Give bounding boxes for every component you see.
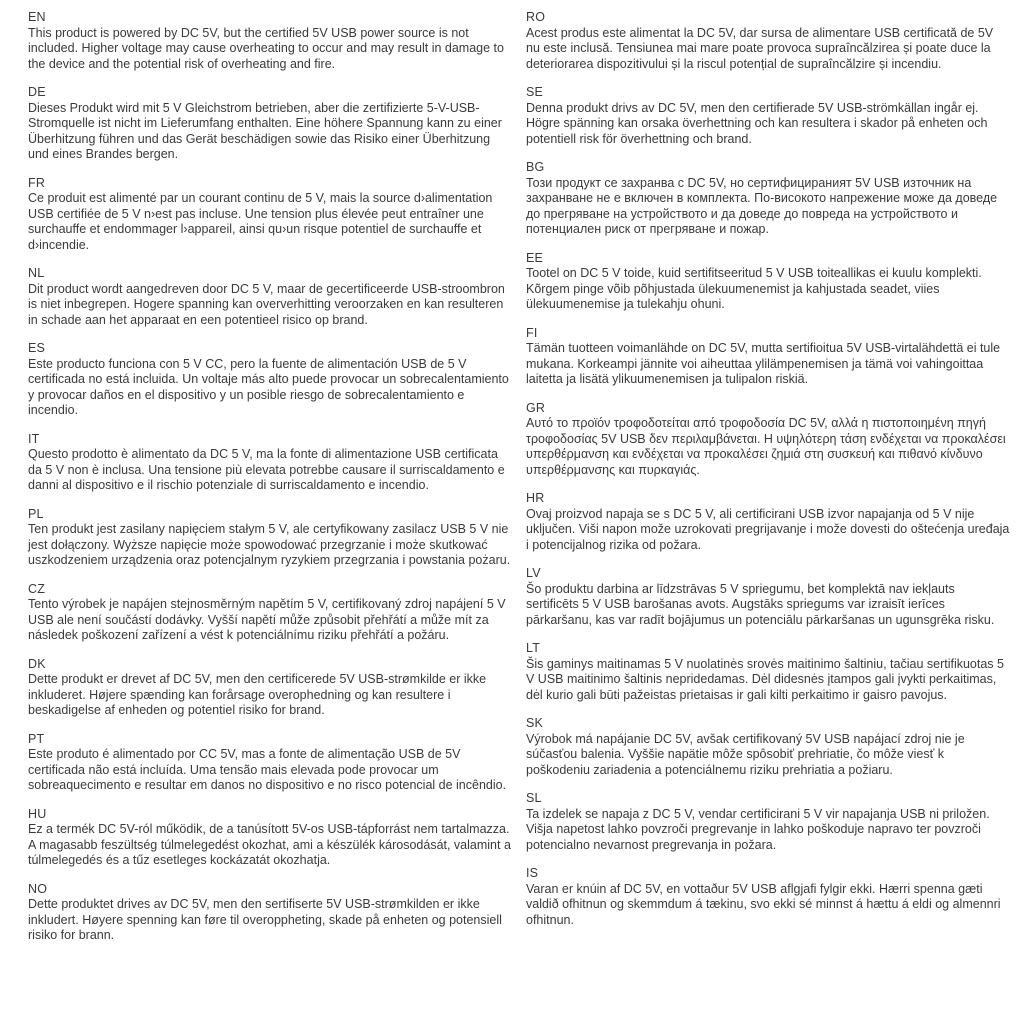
language-text: Šo produktu darbina ar līdzstrāvas 5 V spriegumu, bet komplektā nav iekļauts sertificēts 5 V USB barošanas avots. Augstāks spriegums var izraisīt ierīces pārkaršanu, kas var radīt bojājumus un potenciālu pārkaršanas un ugunsgrēka risku. (526, 581, 995, 627)
language-text: Este producto funciona con 5 V CC, pero la fuente de alimentación USB de 5 V certificada no está incluida. Un voltaje más alto puede provocar un sobrecalentamiento y provocar daños en el dispositivo y un posible riesgo de sobrecalentamiento e incendio. (28, 356, 509, 417)
language-code: SL (526, 791, 542, 805)
language-text: Denna produkt drivs av DC 5V, men den certifierade 5V USB-strömkällan ingår ej. Högre spänning kan orsaka överhettning och kan resultera i skador på enheten och potentiell risk för överhettning och brand. (526, 100, 988, 146)
language-block-is (526, 866, 1010, 928)
language-text: Dieses Produkt wird mit 5 V Gleichstrom betrieben, aber die zertifizierte 5-V-USB-Stromquelle ist nicht im Lieferumfang enthalten. Eine höhere Spannung kann zu einer Überhitzung führen und das Gerät beschädigen sowie das Risiko einer Überhitzung und eines Brandes bergen. (28, 100, 502, 161)
language-block-sk (526, 716, 1010, 778)
language-block-se (526, 85, 1010, 147)
language-block-cz (28, 582, 512, 644)
language-text: This product is powered by DC 5V, but the certified 5V USB power source is not included. Higher voltage may cause overheating to occur and may result in damage to the device and the potential risk of overheating and fire. (28, 25, 504, 71)
language-block-sl (526, 791, 1010, 853)
language-code: IT (28, 431, 40, 446)
language-block-lt (526, 641, 1010, 703)
language-text: Dette produktet drives av DC 5V, men den sertifiserte 5V USB-strømkilden er ikke inkludert. Høyere spenning kan føre til overoppheting, skade på enheten og potensiell risiko for brann. (28, 897, 502, 942)
language-text: Ta izdelek se napaja z DC 5 V, vendar certificirani 5 V vir napajanja USB ni priložen. Višja napetost lahko povzroči pregrevanje in lahko poškoduje napravo ter povzroči potencialno nevarnost pregrevanja in požara. (526, 806, 990, 852)
language-code: LV (526, 566, 541, 580)
language-block-ro (526, 10, 1010, 72)
language-text: Questo prodotto è alimentato da DC 5 V, ma la fonte di alimentazione USB certificata da 5 V non è inclusa. Una tensione più elevata potrebbe causare il surriscaldamento e danni al dispositivo e il rischio potenziale di surriscaldamento e incendio. (28, 447, 505, 492)
language-code: BG (526, 160, 545, 174)
language-code: SK (526, 716, 544, 730)
language-code: HR (526, 491, 545, 505)
language-code: DK (28, 656, 46, 671)
language-text: Ovaj proizvod napaja se s DC 5 V, ali certificirani USB izvor napajanja od 5 V nije uključen. Viši napon može uzrokovati pregrijavanje i može dovesti do oštećenja uređaja i potencijalnog rizika od požara. (526, 506, 1010, 552)
language-code: ES (28, 341, 46, 355)
language-block-de (28, 85, 512, 163)
language-code: NL (28, 266, 45, 280)
language-text: Ce produit est alimenté par un courant continu de 5 V, mais la source d›alimentation USB certifiée de 5 V n›est pas incluse. Une tension plus élevée peut entraîner une surchauffe et endommager l›appareil, ainsi qu›un risque potentiel de surchauffe et d›incendie. (28, 191, 493, 252)
language-code: NO (28, 881, 48, 896)
language-code: HU (28, 806, 47, 821)
language-text: Dette produkt er drevet af DC 5V, men den certificerede 5V USB-strømkilde er ikke inkluderet. Højere spænding kan forårsage overophedning og kan resultere i beskadigelse af enheden og potentiel risiko for brand. (28, 672, 487, 717)
language-block-no (28, 882, 512, 944)
language-block-gr (526, 401, 1010, 479)
language-code: EE (526, 250, 544, 265)
language-block-dk (28, 657, 512, 719)
right-column (526, 10, 1010, 1016)
language-block-pl (28, 507, 512, 569)
language-block-en (28, 10, 512, 72)
language-text: Ten produkt jest zasilany napięciem stałym 5 V, ale certyfikowany zasilacz USB 5 V nie jest dołączony. Wyższe napięcie może spowodować przegrzanie i może skutkować uszkodzeniem urządzenia oraz potencjalnym ryzykiem przegrzania i powstania pożaru. (28, 522, 511, 567)
language-text: Tämän tuotteen voimanlähde on DC 5V, mutta sertifioitua 5V USB-virtalähdettä ei tule mukana. Korkeampi jännite voi aiheuttaa ylilämpenemisen ja tämä voi vahingoittaa laitetta ja lisätä ylikuumenemisen ja tulipalon riskiä. (526, 341, 1001, 386)
language-text: Acest produs este alimentat la DC 5V, dar sursa de alimentare USB certificată de 5V nu este inclusă. Tensiunea mai mare poate provoca supraîncălzirea și poate duce la deteriorarea dispozitivului și la riscul potențial de supraîncălzire și incendiu. (526, 25, 994, 71)
language-text: Tento výrobek je napájen stejnosměrným napětím 5 V, certifikovaný zdroj napájení 5 V USB ale není součástí dodávky. Vyšší napětí může způsobit přehřátí a může mít za následek poškození zařízení a vést k potenciálnímu riziku přehřátí a požáru. (28, 597, 506, 642)
language-code: SE (526, 85, 544, 99)
language-code: FI (526, 325, 538, 340)
language-code: GR (526, 400, 546, 415)
language-code: IS (526, 866, 539, 880)
language-code: RO (526, 10, 546, 24)
language-text: Šis gaminys maitinamas 5 V nuolatinės srovės maitinimo šaltiniu, tačiau sertifikuotas 5 V USB maitinimo šaltinis nepridedamas. Dėl didesnės įtampos gali įvykti perkaitimas, dėl kurio gali būti pažeistas prietaisas ir gali kilti perkaitimo ir gaisro pavojus. (526, 656, 1004, 702)
language-code: DE (28, 85, 46, 99)
language-block-bg (526, 160, 1010, 238)
language-text: Dit product wordt aangedreven door DC 5 V, maar de gecertificeerde USB-stroombron is niet inbegrepen. Hogere spanning kan oververhitting veroorzaken en kan resulteren in schade aan het apparaat en een potentieel risico op brand. (28, 281, 505, 327)
language-text: Varan er knúin af DC 5V, en vottaður 5V USB aflgjafi fylgir ekki. Hærri spenna gæti valdið ofhitnun og skemmdum á tækinu, svo ekki sé minnst á hættu á eldi og almennri ofhitnun. (526, 881, 1001, 927)
language-block-fr (28, 176, 512, 254)
language-block-pt (28, 732, 512, 794)
left-column (28, 10, 512, 1016)
language-block-nl (28, 266, 512, 328)
language-block-ee (526, 251, 1010, 313)
language-block-hr (526, 491, 1010, 553)
language-block-it (28, 432, 512, 494)
language-text: Този продукт се захранва с DC 5V, но сертифицираният 5V USB източник на захранване не е включен в комплекта. По-високото напрежение може да доведе до прегряване на устройството и да доведе до повреда на устройството и потенциален риск от прегряване и пожар. (526, 175, 998, 236)
language-code: CZ (28, 581, 46, 596)
language-text: Výrobok má napájanie DC 5V, avšak certifikovaný 5V USB napájací zdroj nie je súčasťou balenia. Vyššie napätie môže spôsobiť prehriatie, čo môže viesť k poškodeniu zariadenia a potenciálnemu riziku prehriatia a požiaru. (526, 731, 965, 777)
language-block-hu (28, 807, 512, 869)
language-code: PL (28, 506, 44, 521)
language-block-es (28, 341, 512, 419)
language-block-fi (526, 326, 1010, 388)
language-code: FR (28, 175, 46, 190)
language-code: EN (28, 10, 46, 24)
language-code: PT (28, 731, 45, 746)
language-text: Ez a termék DC 5V-ról működik, de a tanúsított 5V-os USB-tápforrást nem tartalmazza. A magasabb feszültség túlmelegedést okozhat, ami a készülék károsodását, valamint a túlmelegedés és a tűz esetleges kockázatát okozhatja. (28, 822, 511, 867)
language-block-lv (526, 566, 1010, 628)
language-text: Αυτό το προϊόν τροφοδοτείται από τροφοδοσία DC 5V, αλλά η πιστοποιημένη πηγή τροφοδοσίας 5V USB δεν περιλαμβάνεται. Η υψηλότερη τάση ενδέχεται να προκαλέσει υπερθέρμανση και ενδέχεται να προκαλέσει ζημιά στη συσκευή και πιθανό κίνδυνο υπερθέρμανσης και πυρκαγιάς. (526, 416, 1006, 477)
language-code: LT (526, 641, 541, 655)
language-text: Este produto é alimentado por CC 5V, mas a fonte de alimentação USB de 5V certificada não está incluída. Uma tensão mais elevada pode provocar um sobreaquecimento e resultar em danos no dispositivo e no risco potencial de incêndio. (28, 747, 507, 792)
language-text: Tootel on DC 5 V toide, kuid sertifitseeritud 5 V USB toiteallikas ei kuulu komplekti. Kõrgem pinge võib põhjustada ülekuumenemist ja kahjustada seadet, viies ülekuumenemise ja tulekahju ohuni. (526, 266, 982, 311)
